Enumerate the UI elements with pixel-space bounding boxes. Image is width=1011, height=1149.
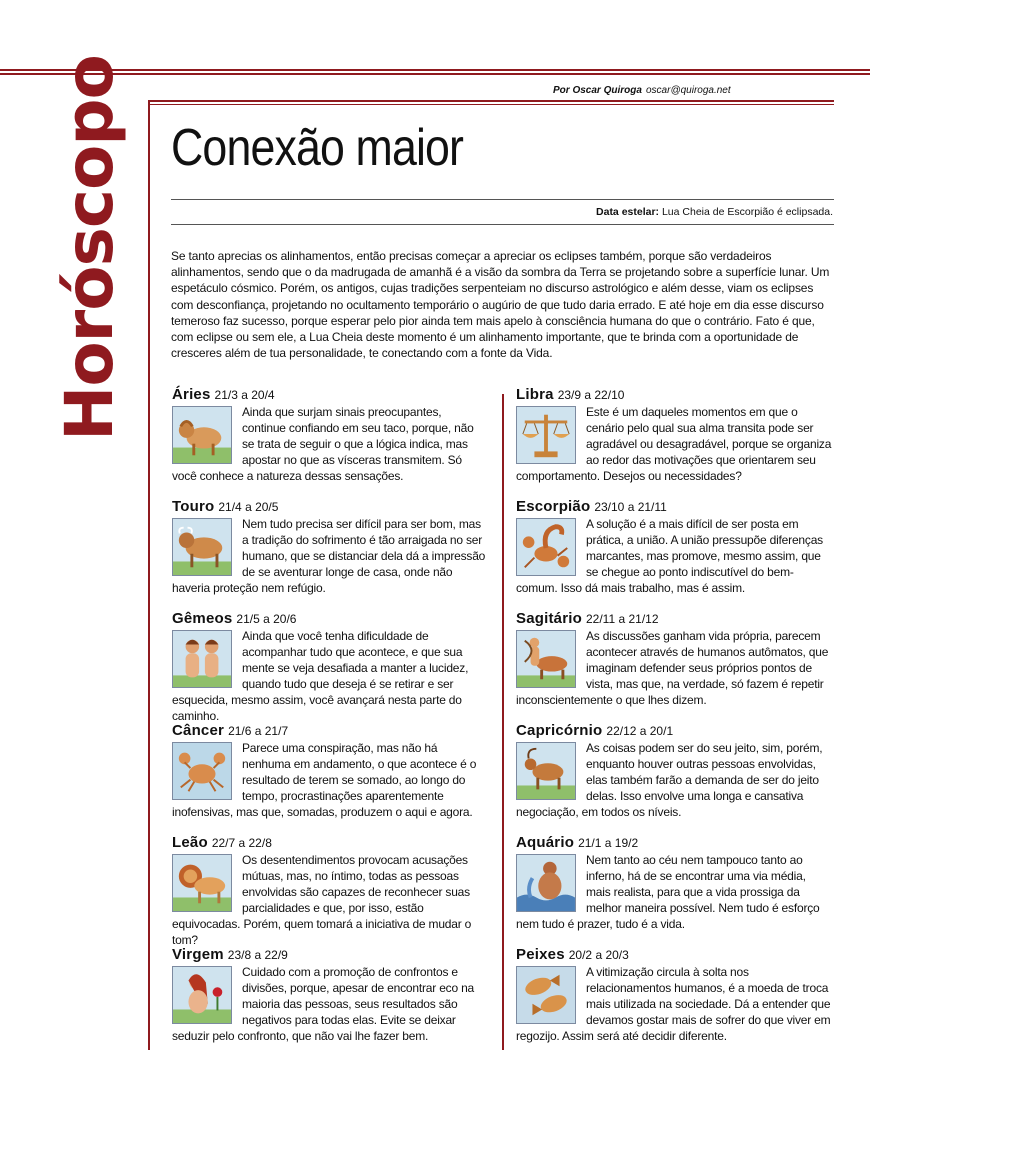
sign-text: Nem tanto ao céu nem tampouco tanto ao inferno, há de se encontrar uma via média, mais realista, para que a vida prossiga da melhor maneira possível. Nem tudo é esforço nem tudo é prazer, tudo é a vida. (516, 853, 820, 932)
sign-text: Nem tudo precisa ser difícil para ser bom, mas a tradição do sofrimento é tão arraigada no ser humano, que se distanciar dela dá a impressão de se aventurar longe de casa, onde não haveria proteção nem refúgio. (172, 517, 486, 596)
aries-ram-icon (172, 406, 232, 464)
byline-email[interactable]: oscar@quiroga.net (646, 85, 731, 96)
sign-dates: 21/6 a 21/7 (228, 724, 289, 738)
sign-name: Sagitário (516, 610, 582, 627)
top-rule (0, 73, 870, 75)
sign-dates: 22/12 a 20/1 (606, 724, 674, 738)
sign-text: Ainda que você tenha dificuldade de acompanhar tudo que acontece, e que sua mente se veja desafiada a manter a lucidez, quando tudo que deseja é se retirar e ser esquecida, mesmo assim, você avançará nesta parte do caminho. (172, 629, 469, 724)
sign-dates: 23/8 a 22/9 (227, 948, 288, 962)
pisces-fish-icon (516, 966, 576, 1024)
stardate-text: Lua Cheia de Escorpião é eclipsada. (661, 206, 833, 218)
sign-sagittarius (516, 610, 832, 708)
sign-dates: 21/4 a 20/5 (218, 500, 279, 514)
sign-text: Parece uma conspiração, mas não há nenhuma em andamento, o que acontece é o resultado de terem se somado, ao longo do tempo, procrastinações aparentemente inofensivas, mas que, somadas, produzem o aqui e agora. (172, 741, 477, 820)
sign-dates: 21/1 a 19/2 (578, 836, 639, 850)
virgo-maiden-icon (172, 966, 232, 1024)
frame-rule (148, 104, 834, 105)
sign-text: As coisas podem ser do seu jeito, sim, porém, enquanto houver outras pessoas envolvidas, elas também farão a demanda de ser do jeito delas. Isso envolve uma longa e cansativa negociação, em todos os níveis. (516, 741, 823, 820)
sign-name: Peixes (516, 946, 565, 963)
sign-text: A solução é a mais difícil de ser posta em prática, a união. A união pressupõe diferenças marcantes, mas promove, mesmo assim, que se chegue ao ponto indiscutível do bem-comum. Isso dá mais trabalho, mas é assim. (516, 517, 823, 596)
sagittarius-centaur-icon (516, 630, 576, 688)
sign-leo (172, 834, 488, 949)
sign-name: Câncer (172, 722, 225, 739)
sign-pisces (516, 946, 832, 1044)
section-title: Horóscopo (51, 54, 128, 441)
byline-author: Por Oscar Quiroga (553, 85, 642, 96)
sign-text: Este é um daqueles momentos em que o cenário pelo qual sua alma transita pode ser agradável ou desagradável, porque se organiza ao redor das motivações que orientarem seu comportamento. Desejos ou necessidades? (516, 405, 832, 484)
sign-scorpio (516, 498, 832, 596)
page-title: Conexão maior (171, 119, 464, 177)
sign-name: Leão (172, 834, 208, 851)
sign-dates: 23/10 a 21/11 (594, 500, 667, 514)
sign-capricorn (516, 722, 832, 820)
sign-name: Touro (172, 498, 215, 515)
sign-text: Os desentendimentos provocam acusações mútuas, mas, no íntimo, todas as pessoas envolvidas são capazes de reconhecer suas parcialidades e que, por isso, estão equivocadas. Porém, quem tomará a iniciativa de mudar o tom? (172, 853, 472, 948)
sign-name: Capricórnio (516, 722, 603, 739)
capricorn-goat-icon (516, 742, 576, 800)
sign-virgo (172, 946, 488, 1044)
frame-rule (148, 100, 834, 102)
sign-text: Ainda que surjam sinais preocupantes, continue confiando em seu taco, porque, não se trata de seguir o que a lógica indica, mas apostar no que as vísceras transmitem. Só você conhece a natureza dessas sensações. (172, 405, 474, 484)
gemini-twins-icon (172, 630, 232, 688)
cancer-crab-icon (172, 742, 232, 800)
sign-dates: 21/3 a 20/4 (214, 388, 275, 402)
divider (171, 224, 834, 225)
sign-cancer (172, 722, 488, 820)
leo-lion-icon (172, 854, 232, 912)
sign-libra (516, 386, 832, 484)
stardate (596, 206, 833, 218)
divider (171, 199, 834, 200)
sign-taurus (172, 498, 488, 596)
sign-aquarius (516, 834, 832, 932)
sign-dates: 21/5 a 20/6 (236, 612, 297, 626)
sign-dates: 22/11 a 21/12 (585, 612, 659, 626)
stardate-label: Data estelar: (596, 206, 660, 218)
sign-name: Aquário (516, 834, 575, 851)
intro-paragraph: Se tanto aprecias os alinhamentos, então precisas começar a apreciar os eclipses também, porque são verdadeiros alinhamentos, sendo que o da madrugada de amanhã é a visão da sombra da Terra se projetando sobre a superfície lunar. Um espetáculo cósmico. Porém, os antigos, cujas tradições serpenteiam no discurso astrológico e além desse, viam os eclipses com desconfiança, projetando no ocultamento temporário o augúrio de que tudo daria errado. E até hoje em dia esse discurso temeroso faz sucesso, porque esperar pelo pior ainda tem mais apelo à consciência humana do que o contrário. Fato é que, com eclipse ou sem ele, a Lua Cheia deste momento é um alinhamento importante, que te brinda com a oportunidade de cresceres além de tua personalidade, te conectando com a fonte da Vida. (171, 249, 830, 361)
top-rule (0, 69, 870, 71)
sign-dates: 23/9 a 22/10 (557, 388, 625, 402)
aquarius-water-bearer-icon (516, 854, 576, 912)
sign-gemini (172, 610, 488, 725)
sign-dates: 20/2 a 20/3 (568, 948, 629, 962)
sign-name: Escorpião (516, 498, 591, 515)
libra-scales-icon (516, 406, 576, 464)
taurus-bull-icon (172, 518, 232, 576)
sign-text: A vitimização circula à solta nos relacionamentos humanos, é a moeda de troca mais utilizada na sociedade. Dá a entender que devamos gostar mais de sofrer do que viver em regozijo. Assim será até decidir diferente. (516, 965, 831, 1044)
sign-name: Libra (516, 386, 554, 403)
sign-dates: 22/7 a 22/8 (211, 836, 272, 850)
frame-rule (148, 100, 150, 1050)
scorpio-scorpion-icon (516, 518, 576, 576)
column-divider (502, 394, 504, 1050)
sign-name: Áries (172, 386, 211, 403)
sign-aries (172, 386, 488, 484)
sign-text: As discussões ganham vida própria, parecem acontecer através de humanos autômatos, que imaginam defender seus próprios pontos de vista, mas que, na verdade, só fazem é repetir inconscientemente o que lhes dizem. (516, 629, 829, 708)
sign-text: Cuidado com a promoção de confrontos e divisões, porque, apesar de encontrar eco na maioria das pessoas, seus resultados são negativos para todas elas. Evite se deixar seduzir pelo confronto, que não vai lhe fazer bem. (172, 965, 475, 1044)
sign-name: Virgem (172, 946, 224, 963)
sign-name: Gêmeos (172, 610, 233, 627)
